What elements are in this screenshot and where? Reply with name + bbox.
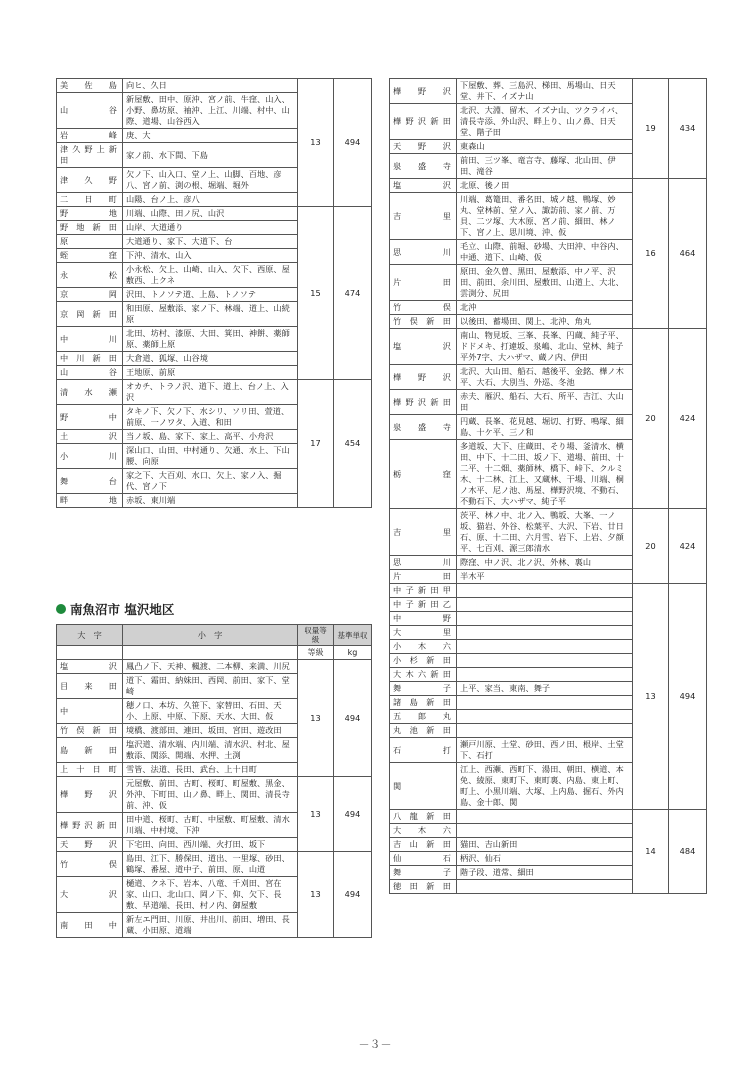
oaza-cell: 丸池新田	[390, 724, 457, 738]
koaza-cell: 山岸、大道通り	[123, 221, 298, 235]
oaza-cell: 泉盛寺	[390, 154, 457, 179]
oaza-cell: 片田	[390, 265, 457, 301]
koaza-cell: 江上、西瀬、西町下、湯田、朝田、横道、本免、綾原、東町下、東町裏、内島、東上町、町上、小黒川端、大塚、上内島、掘石、外内島、金十郎、関	[457, 763, 633, 810]
koaza-cell: 大倉道、狐塚、山谷境	[123, 352, 298, 366]
table-row	[390, 179, 707, 193]
table-row	[57, 852, 372, 877]
oaza-cell: 南田中	[57, 913, 123, 938]
grade-cell: 17	[298, 380, 334, 508]
koaza-cell: 赤夫、雁沢、船石、大石、所平、吉江、大山田	[457, 390, 633, 415]
oaza-cell: 吉山新田	[390, 838, 457, 852]
koaza-cell: 下沖、清水、山入	[123, 249, 298, 263]
koaza-cell: 田中道、桜町、古町、中屋敷、町屋敷、清水川端、中村境、下沖	[123, 813, 298, 838]
koaza-cell: 王地原、前原	[123, 366, 298, 380]
oaza-cell: 泉盛寺	[390, 415, 457, 440]
header-grade: 収量等級	[298, 625, 334, 646]
yield-cell: 424	[669, 329, 707, 509]
koaza-cell: 多道坂、大下、庄蔵田、そり場、釜清水、横田、中下、十二田、坂ノ下、道場、前田、十二平、十二畑、薬師林、橋下、峠下、クルミ木、十二林、江上、又蔵林、干場、川端、桐ノ木平、尼ノ池、馬屋、樺野沢境、不動石、不動石下、大ハザマ、純子平	[457, 440, 633, 509]
yield-cell: 454	[334, 380, 372, 508]
koaza-cell	[457, 584, 633, 598]
table-row	[390, 584, 707, 598]
oaza-cell: 中子新田乙	[390, 598, 457, 612]
oaza-cell: 小杉新田	[390, 654, 457, 668]
koaza-cell: 庚、大	[123, 129, 298, 143]
oaza-cell: 塩沢	[390, 179, 457, 193]
oaza-cell: 塩沢	[57, 660, 123, 674]
oaza-cell: 中川新田	[57, 352, 123, 366]
oaza-cell: 畔地	[57, 494, 123, 508]
yield-cell: 424	[669, 509, 707, 584]
koaza-cell: オカチ、トラノ沢、道下、道上、台ノ上、入沢	[123, 380, 298, 405]
oaza-cell: 大里	[390, 626, 457, 640]
oaza-cell: 竹俣新田	[57, 724, 123, 738]
koaza-cell: 半木平	[457, 570, 633, 584]
koaza-cell: 小永松、欠上、山崎、山入、欠下、西原、屋敷西、上クネ	[123, 263, 298, 288]
oaza-cell: 中野	[390, 612, 457, 626]
yield-cell: 494	[334, 660, 372, 777]
table-body	[57, 79, 372, 508]
table-row	[57, 660, 372, 674]
koaza-cell	[457, 626, 633, 640]
yield-cell: 464	[669, 179, 707, 329]
unit-yield: kg	[334, 646, 372, 660]
koaza-cell: 北原、後ノ田	[457, 179, 633, 193]
oaza-cell: 石打	[390, 738, 457, 763]
oaza-cell: 栃窪	[390, 440, 457, 509]
oaza-cell: 樺野沢	[57, 777, 123, 813]
koaza-cell	[457, 598, 633, 612]
unit-row	[57, 646, 372, 660]
koaza-cell	[457, 880, 633, 894]
yield-table-left-bottom	[56, 624, 372, 938]
koaza-cell	[457, 810, 633, 824]
oaza-cell: 清水瀬	[57, 380, 123, 405]
oaza-cell: 樺野沢	[390, 365, 457, 390]
oaza-cell: 樺野沢新田	[390, 390, 457, 415]
koaza-cell: 欠ノ下、山入口、堂ノ上、山脚、百地、彦八、宮ノ前、渕の根、堀端、堀外	[123, 168, 298, 193]
oaza-cell: 舞子	[390, 682, 457, 696]
koaza-cell	[457, 724, 633, 738]
section-title	[56, 600, 174, 618]
koaza-cell: 沢田、トノソテ道、上島、トノソテ	[123, 288, 298, 302]
oaza-cell: 京岡新田	[57, 302, 123, 327]
oaza-cell: 吉里	[390, 509, 457, 556]
oaza-cell: 舞子	[390, 866, 457, 880]
oaza-cell: 天野沢	[390, 140, 457, 154]
grade-cell: 15	[298, 207, 334, 380]
oaza-cell: 大木六	[390, 824, 457, 838]
koaza-cell: 山陽、台ノ上、彦八	[123, 193, 298, 207]
koaza-cell: 島田、江下、勝保田、道出、一里塚、砂田、鶴塚、番屋、道中子、前田、原、山道	[123, 852, 298, 877]
koaza-cell: 以後田、蓄場田、関上、北沖、角丸	[457, 315, 633, 329]
oaza-cell: 塩沢	[390, 329, 457, 365]
oaza-cell: 美佐島	[57, 79, 123, 93]
koaza-cell: 家之下、大百刈、水口、欠上、家ノ入、掘代、宮ノ下	[123, 469, 298, 494]
oaza-cell: 片田	[390, 570, 457, 584]
koaza-cell: 原田、金久曽、黒田、屋敷添、中ノ平、沢田、前田、余川田、屋敷田、山道上、大北、雲渕分、尻田	[457, 265, 633, 301]
unit-spacer	[123, 646, 298, 660]
koaza-cell: 新左エ門田、川原、井出川、前田、増田、長蔵、小田原、道端	[123, 913, 298, 938]
table-body	[57, 660, 372, 938]
koaza-cell: 赤坂、東川端	[123, 494, 298, 508]
table-row	[390, 810, 707, 824]
koaza-cell: 境橋、渡部田、連田、坂田、宮田、遊改田	[123, 724, 298, 738]
koaza-cell: 川端、葛篭田、番名田、城ノ越、鴨塚、妙丸、堂林前、堂ノ入、諏訪前、家ノ前、万貝、二ツ塚、大木原、宮ノ前、細田、林ノ下、宮ノ上、思川境、沖、仮	[457, 193, 633, 240]
koaza-cell: 階子段、道常、細田	[457, 866, 633, 880]
koaza-cell	[457, 668, 633, 682]
koaza-cell: 北田、坊村、漆原、大田、箕田、神餅、薬師原、薬師上原	[123, 327, 298, 352]
unit-spacer	[57, 646, 123, 660]
koaza-cell: 新屋敷、田中、原沖、宮ノ前、牛窪、山入、小野、鼻坊原、袖沖、上江、川端、村中、山際、道場、山谷西入	[123, 93, 298, 129]
koaza-cell: 茨平、林ノ中、北ノ入、鴨坂、大峯、一ノ坂、猫岩、外谷、松葉平、大沢、下岩、廿日石、原、十二田、六月雪、岩下、上岩、夕顔平、七百刈、源三郎清水	[457, 509, 633, 556]
oaza-cell: 大沢	[57, 877, 123, 913]
oaza-cell: 五郎丸	[390, 710, 457, 724]
table-row	[390, 509, 707, 556]
koaza-cell: 上平、家当、東南、舞子	[457, 682, 633, 696]
oaza-cell: 野地	[57, 207, 123, 221]
oaza-cell: 土沢	[57, 430, 123, 444]
koaza-cell: 東森山	[457, 140, 633, 154]
koaza-cell: 北沢、大淵、留木、イズナ山、ツクライバ、清長寺添、外山沢、畔上り、山ノ鼻、日天堂、階子田	[457, 104, 633, 140]
oaza-cell: 野中	[57, 405, 123, 430]
koaza-cell	[457, 824, 633, 838]
header-oaza: 大 字	[57, 625, 123, 646]
grade-cell: 20	[633, 329, 669, 509]
koaza-cell: 瀬戸川原、土堂、砂田、西ノ田、根岸、土堂下、石打	[457, 738, 633, 763]
oaza-cell: 原	[57, 235, 123, 249]
koaza-cell: 際窪、中ノ沢、北ノ沢、外林、裏山	[457, 556, 633, 570]
grade-cell: 19	[633, 79, 669, 179]
koaza-cell: 道下、霜田、納妹田、西岡、前田、家下、堂崎	[123, 674, 298, 699]
koaza-cell: 向ヒ、久日	[123, 79, 298, 93]
oaza-cell: 天野沢	[57, 838, 123, 852]
yield-cell: 494	[669, 584, 707, 810]
oaza-cell: 思川	[390, 556, 457, 570]
koaza-cell: 家ノ前、水下間、下島	[123, 143, 298, 168]
koaza-cell: 当ノ坂、島、家下、家上、高平、小舟沢	[123, 430, 298, 444]
oaza-cell: 蛭窪	[57, 249, 123, 263]
table-row	[57, 777, 372, 813]
oaza-cell: 小木六	[390, 640, 457, 654]
oaza-cell: 津久野	[57, 168, 123, 193]
yield-cell: 474	[334, 207, 372, 380]
koaza-cell: 塩沢道、清水端、内川端、清水沢、村北、屋敷添、関添、開端、水押、土渕	[123, 738, 298, 763]
grade-cell: 16	[633, 179, 669, 329]
koaza-cell: 南山、物見坂、三峯、長峯、円蔵、純子平、ドドメキ、打違坂、泉嶋、北山、堂林、純子平外7字、大ハザマ、蔵ノ内、伊田	[457, 329, 633, 365]
koaza-cell: タキノ下、欠ノ下、水シリ、ソリ田、萱道、前原、一ノワタ、入道、和田	[123, 405, 298, 430]
grade-cell: 13	[298, 79, 334, 207]
koaza-cell: 北沢、大山田、船石、越後平、金銘、樺ノ木平、大石、大別当、外巡、冬池	[457, 365, 633, 390]
yield-cell: 494	[334, 852, 372, 938]
table-header-row	[57, 625, 372, 646]
oaza-cell: 野地新田	[57, 221, 123, 235]
oaza-cell: 二日町	[57, 193, 123, 207]
oaza-cell: 徳田新田	[390, 880, 457, 894]
koaza-cell: 雪皆、法道、長田、武台、上十日町	[123, 763, 298, 777]
page-number: －３－	[358, 1038, 392, 1051]
koaza-cell: 樋道、クネ下、岩本、八竜、千刈田、宮在家、山口、北山口、岡ノ下、仰、欠下、長敷、早道端、長田、村ノ内、御屋敷	[123, 877, 298, 913]
koaza-cell: 円蔵、長峯、花見越、堀切、打野、鳴塚、細島、十ケ平、三ノ和	[457, 415, 633, 440]
bullet-icon	[56, 604, 66, 614]
yield-cell: 494	[334, 79, 372, 207]
koaza-cell: 北沖	[457, 301, 633, 315]
oaza-cell: 竹俣	[57, 852, 123, 877]
koaza-cell	[457, 710, 633, 724]
yield-table-right	[389, 78, 707, 894]
koaza-cell: 鳳凸ノ下、天神、楓渡、二本柳、来満、川尻	[123, 660, 298, 674]
oaza-cell: 中子新田甲	[390, 584, 457, 598]
koaza-cell: 深山口、山田、中村通り、欠通、水上、下山腰、向原	[123, 444, 298, 469]
oaza-cell: 山谷	[57, 93, 123, 129]
koaza-cell: 元屋敷、前田、古町、桜町、町屋敷、黒金、外沖、下町田、山ノ鼻、畔上、関田、清長寺前、沖、仮	[123, 777, 298, 813]
oaza-cell: 諸島新田	[390, 696, 457, 710]
table-row	[390, 79, 707, 104]
yield-cell: 484	[669, 810, 707, 894]
oaza-cell: 島新田	[57, 738, 123, 763]
table-row	[390, 329, 707, 365]
koaza-cell: 前田、三ツ峯、竜言寺、藤塚、北山田、伊田、滝谷	[457, 154, 633, 179]
yield-cell: 434	[669, 79, 707, 179]
koaza-cell: 穂ノ口、本坊、久笹下、家替田、石田、天小、上原、中原、下原、天水、大田、仮	[123, 699, 298, 724]
oaza-cell: 岩峰	[57, 129, 123, 143]
oaza-cell: 舞台	[57, 469, 123, 494]
yield-cell: 494	[334, 777, 372, 852]
koaza-cell	[457, 612, 633, 626]
oaza-cell: 吉里	[390, 193, 457, 240]
oaza-cell: 中川	[57, 327, 123, 352]
koaza-cell: 大道通り、家下、大道下、台	[123, 235, 298, 249]
koaza-cell	[457, 696, 633, 710]
section-title-text: 南魚沼市 塩沢地区	[70, 602, 175, 617]
oaza-cell: 京岡	[57, 288, 123, 302]
koaza-cell	[457, 654, 633, 668]
grade-cell: 13	[298, 852, 334, 938]
oaza-cell: 樺野沢	[390, 79, 457, 104]
grade-cell: 13	[633, 584, 669, 810]
grade-cell: 13	[298, 660, 334, 777]
table-row	[57, 79, 372, 93]
header-koaza: 小 字	[123, 625, 298, 646]
table-body	[390, 79, 707, 894]
oaza-cell: 小川	[57, 444, 123, 469]
oaza-cell: 竹俣新田	[390, 315, 457, 329]
header-yield: 基準単収	[334, 625, 372, 646]
yield-table-left-top	[56, 78, 372, 508]
oaza-cell: 関	[390, 763, 457, 810]
koaza-cell: 和田原、屋敷添、家ノ下、林端、道上、山続原	[123, 302, 298, 327]
oaza-cell: 目来田	[57, 674, 123, 699]
oaza-cell: 八龍新田	[390, 810, 457, 824]
koaza-cell: 下屋敷、葬、三島沢、梯田、馬場山、日天堂、井下、イズナ山	[457, 79, 633, 104]
oaza-cell: 山谷	[57, 366, 123, 380]
grade-cell: 14	[633, 810, 669, 894]
oaza-cell: 中	[57, 699, 123, 724]
koaza-cell: 猫田、吉山新田	[457, 838, 633, 852]
oaza-cell: 津久野上新田	[57, 143, 123, 168]
koaza-cell: 川端、山際、田ノ尻、山沢	[123, 207, 298, 221]
grade-cell: 20	[633, 509, 669, 584]
oaza-cell: 永松	[57, 263, 123, 288]
koaza-cell	[457, 640, 633, 654]
oaza-cell: 思川	[390, 240, 457, 265]
unit-grade: 等級	[298, 646, 334, 660]
koaza-cell: 下宅田、向田、西川端、火打田、坂下	[123, 838, 298, 852]
oaza-cell: 大木六新田	[390, 668, 457, 682]
oaza-cell: 樺野沢新田	[390, 104, 457, 140]
oaza-cell: 上十日町	[57, 763, 123, 777]
koaza-cell: 柄沢、仙石	[457, 852, 633, 866]
table-row	[57, 380, 372, 405]
koaza-cell: 毛立、山際、前堀、砂場、大田沖、中谷内、中通、道下、山崎、仮	[457, 240, 633, 265]
grade-cell: 13	[298, 777, 334, 852]
oaza-cell: 竹俣	[390, 301, 457, 315]
oaza-cell: 仙石	[390, 852, 457, 866]
table-row	[57, 207, 372, 221]
oaza-cell: 樺野沢新田	[57, 813, 123, 838]
